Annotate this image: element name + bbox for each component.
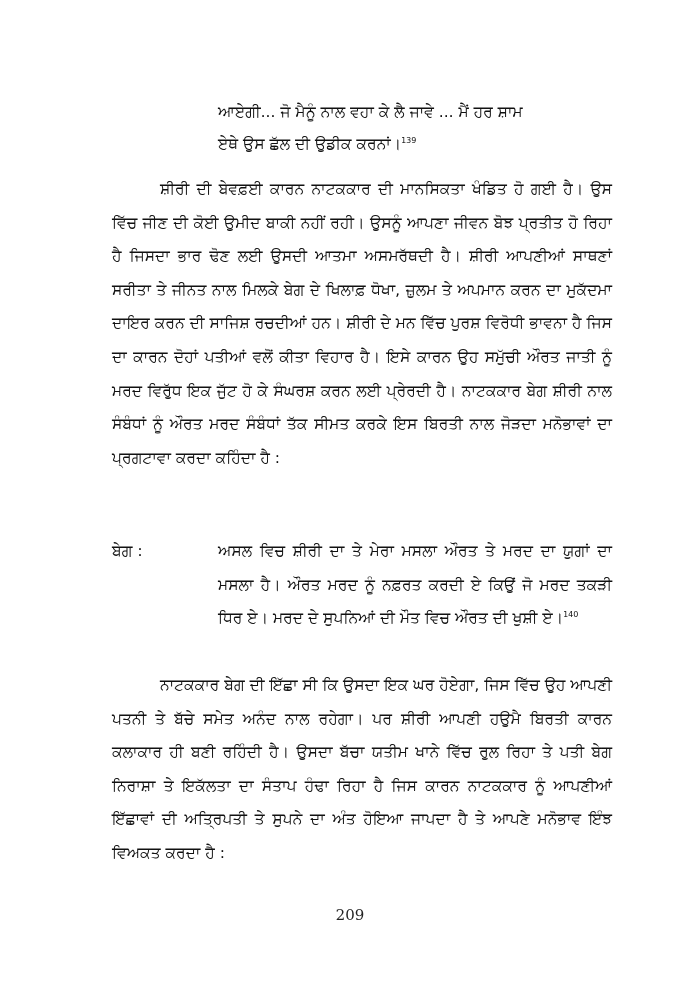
- quote-line-1: ਆਏਗੀ... ਜੋ ਮੈਨੂੰ ਨਾਲ ਵਹਾ ਕੇ ਲੈ ਜਾਵੇ ... ਮੈਂ ਹਰ ਸ਼ਾਮ: [218, 103, 523, 121]
- paragraph-1-text: ਸ਼ੀਰੀ ਦੀ ਬੇਵਫ਼ਈ ਕਾਰਨ ਨਾਟਕਕਾਰ ਦੀ ਮਾਨਸਿਕਤਾ ਖੰਡਿਤ ਹੋ ਗਈ ਹੈ। ਉਸ ਵਿੱਚ ਜੀਣ ਦੀ ਕੋਈ ਉਮੀਦ ਬਾਕੀ ਨਹੀਂ ਰਹੀ। ਉਸਨੂੰ ਆਪਣਾ ਜੀਵਨ ਬੋਝ ਪ੍ਰਤੀਤ ਹੋ ਰਿਹਾ ਹੈ ਜਿਸਦਾ ਭਾਰ ਢੋਣ ਲਈ ਉਸਦੀ ਆਤਮਾ ਅਸਮਰੱਥਦੀ ਹੈ। ਸ਼ੀਰੀ ਆਪਣੀਆਂ ਸਾਥਣਾਂ ਸਰੀਤਾ ਤੇ ਜੀਨਤ ਨਾਲ ਮਿਲਕੇ ਬੇਗ ਦੇ ਖਿਲਾਫ਼ ਧੋਖਾ, ਜ਼ੁਲਮ ਤੇ ਅਪਮਾਨ ਕਰਨ ਦਾ ਮੁਕੱਦਮਾ ਦਾਇਰ ਕਰਨ ਦੀ ਸਾਜਿਸ਼ ਰਚਦੀਆਂ ਹਨ। ਸ਼ੀਰੀ ਦੇ ਮਨ ਵਿੱਚ ਪੁਰਸ਼ ਵਿਰੋਧੀ ਭਾਵਨਾ ਹੈ ਜਿਸ ਦਾ ਕਾਰਨ ਦੋਹਾਂ ਪਤੀਆਂ ਵਲੋਂ ਕੀਤਾ ਵਿਹਾਰ ਹੈ। ਇਸੇ ਕਾਰਨ ਉਹ ਸਮੁੱਚੀ ਔਰਤ ਜਾਤੀ ਨੂੰ ਮਰਦ ਵਿਰੁੱਧ ਇਕ ਜੁੱਟ ਹੋ ਕੇ ਸੰਘਰਸ਼ ਕਰਨ ਲਈ ਪ੍ਰੇਰਦੀ ਹੈ। ਨਾਟਕਕਾਰ ਬੇਗ ਸ਼ੀਰੀ ਨਾਲ ਸੰਬੰਧਾਂ ਨੂੰ ਔਰਤ ਮਰਦ ਸੰਬੰਧਾਂ ਤੱਕ ਸੀਮਤ ਕਰਕੇ ਇਸ ਬਿਰਤੀ ਨਾਲ ਜੋੜਦਾ ਮਨੋਭਾਵਾਂ ਦਾ ਪ੍ਰਗਟਾਵਾ ਕਰਦਾ ਕਹਿੰਦਾ ਹੈ :: [112, 180, 612, 467]
- footnote-marker-139: 139: [401, 135, 417, 145]
- footnote-marker-140: 140: [563, 610, 579, 620]
- dialogue-speech: [218, 535, 612, 636]
- paragraph-1: [112, 173, 612, 475]
- dialogue-speech-text: ਅਸਲ ਵਿਚ ਸ਼ੀਰੀ ਦਾ ਤੇ ਮੇਰਾ ਮਸਲਾ ਔਰਤ ਤੇ ਮਰਦ ਦਾ ਯੁਗਾਂ ਦਾ ਮਸਲਾ ਹੈ। ਔਰਤ ਮਰਦ ਨੂੰ ਨਫ਼ਰਤ ਕਰਦੀ ਏ ਕਿਉਂ ਜੋ ਮਰਦ ਤਕੜੀ ਧਿਰ ਏ। ਮਰਦ ਦੇ ਸੁਪਨਿਆਂ ਦੀ ਮੌਤ ਵਿਚ ਔਰਤ ਦੀ ਖੁਸ਼ੀ ਏ।: [218, 542, 612, 628]
- dialogue-block: [112, 535, 612, 675]
- paragraph-2-text: ਨਾਟਕਕਾਰ ਬੇਗ ਦੀ ਇੱਛਾ ਸੀ ਕਿ ਉਸਦਾ ਇਕ ਘਰ ਹੋਏਗਾ, ਜਿਸ ਵਿੱਚ ਉਹ ਆਪਣੀ ਪਤਨੀ ਤੇ ਬੱਚੇ ਸਮੇਤ ਅਨੰਦ ਨਾਲ ਰਹੇਗਾ। ਪਰ ਸ਼ੀਰੀ ਆਪਣੀ ਹਉਮੈ ਬਿਰਤੀ ਕਾਰਨ ਕਲਾਕਾਰ ਹੀ ਬਣੀ ਰਹਿੰਦੀ ਹੈ। ਉਸਦਾ ਬੱਚਾ ਯਤੀਮ ਖਾਨੇ ਵਿੱਚ ਰੁਲ ਰਿਹਾ ਤੇ ਪਤੀ ਬੇਗ ਨਿਰਾਸ਼ਾ ਤੇ ਇਕੱਲਤਾ ਦਾ ਸੰਤਾਪ ਹੰਢਾ ਰਿਹਾ ਹੈ ਜਿਸ ਕਾਰਨ ਨਾਟਕਕਾਰ ਨੂੰ ਆਪਣੀਆਂ ਇੱਛਾਵਾਂ ਦੀ ਅਤ੍ਰਿਪਤੀ ਤੇ ਸੁਪਨੇ ਦਾ ਅੰਤ ਹੋਇਆ ਜਾਪਦਾ ਹੈ ਤੇ ਆਪਣੇ ਮਨੋਭਾਵ ਇੰਝ ਵਿਅਕਤ ਕਰਦਾ ਹੈ :: [112, 676, 612, 862]
- quote-line-2-text: ਏਥੇ ਉਸ ਛੱਲ ਦੀ ਉਡੀਕ ਕਰਨਾਂ।: [218, 135, 402, 153]
- dialogue-speaker: ਬੇਗ :: [112, 542, 143, 560]
- quote-line-2: [218, 128, 658, 160]
- page-number: 209: [335, 906, 365, 924]
- paragraph-2: [112, 669, 612, 871]
- block-quote-top: [218, 96, 658, 160]
